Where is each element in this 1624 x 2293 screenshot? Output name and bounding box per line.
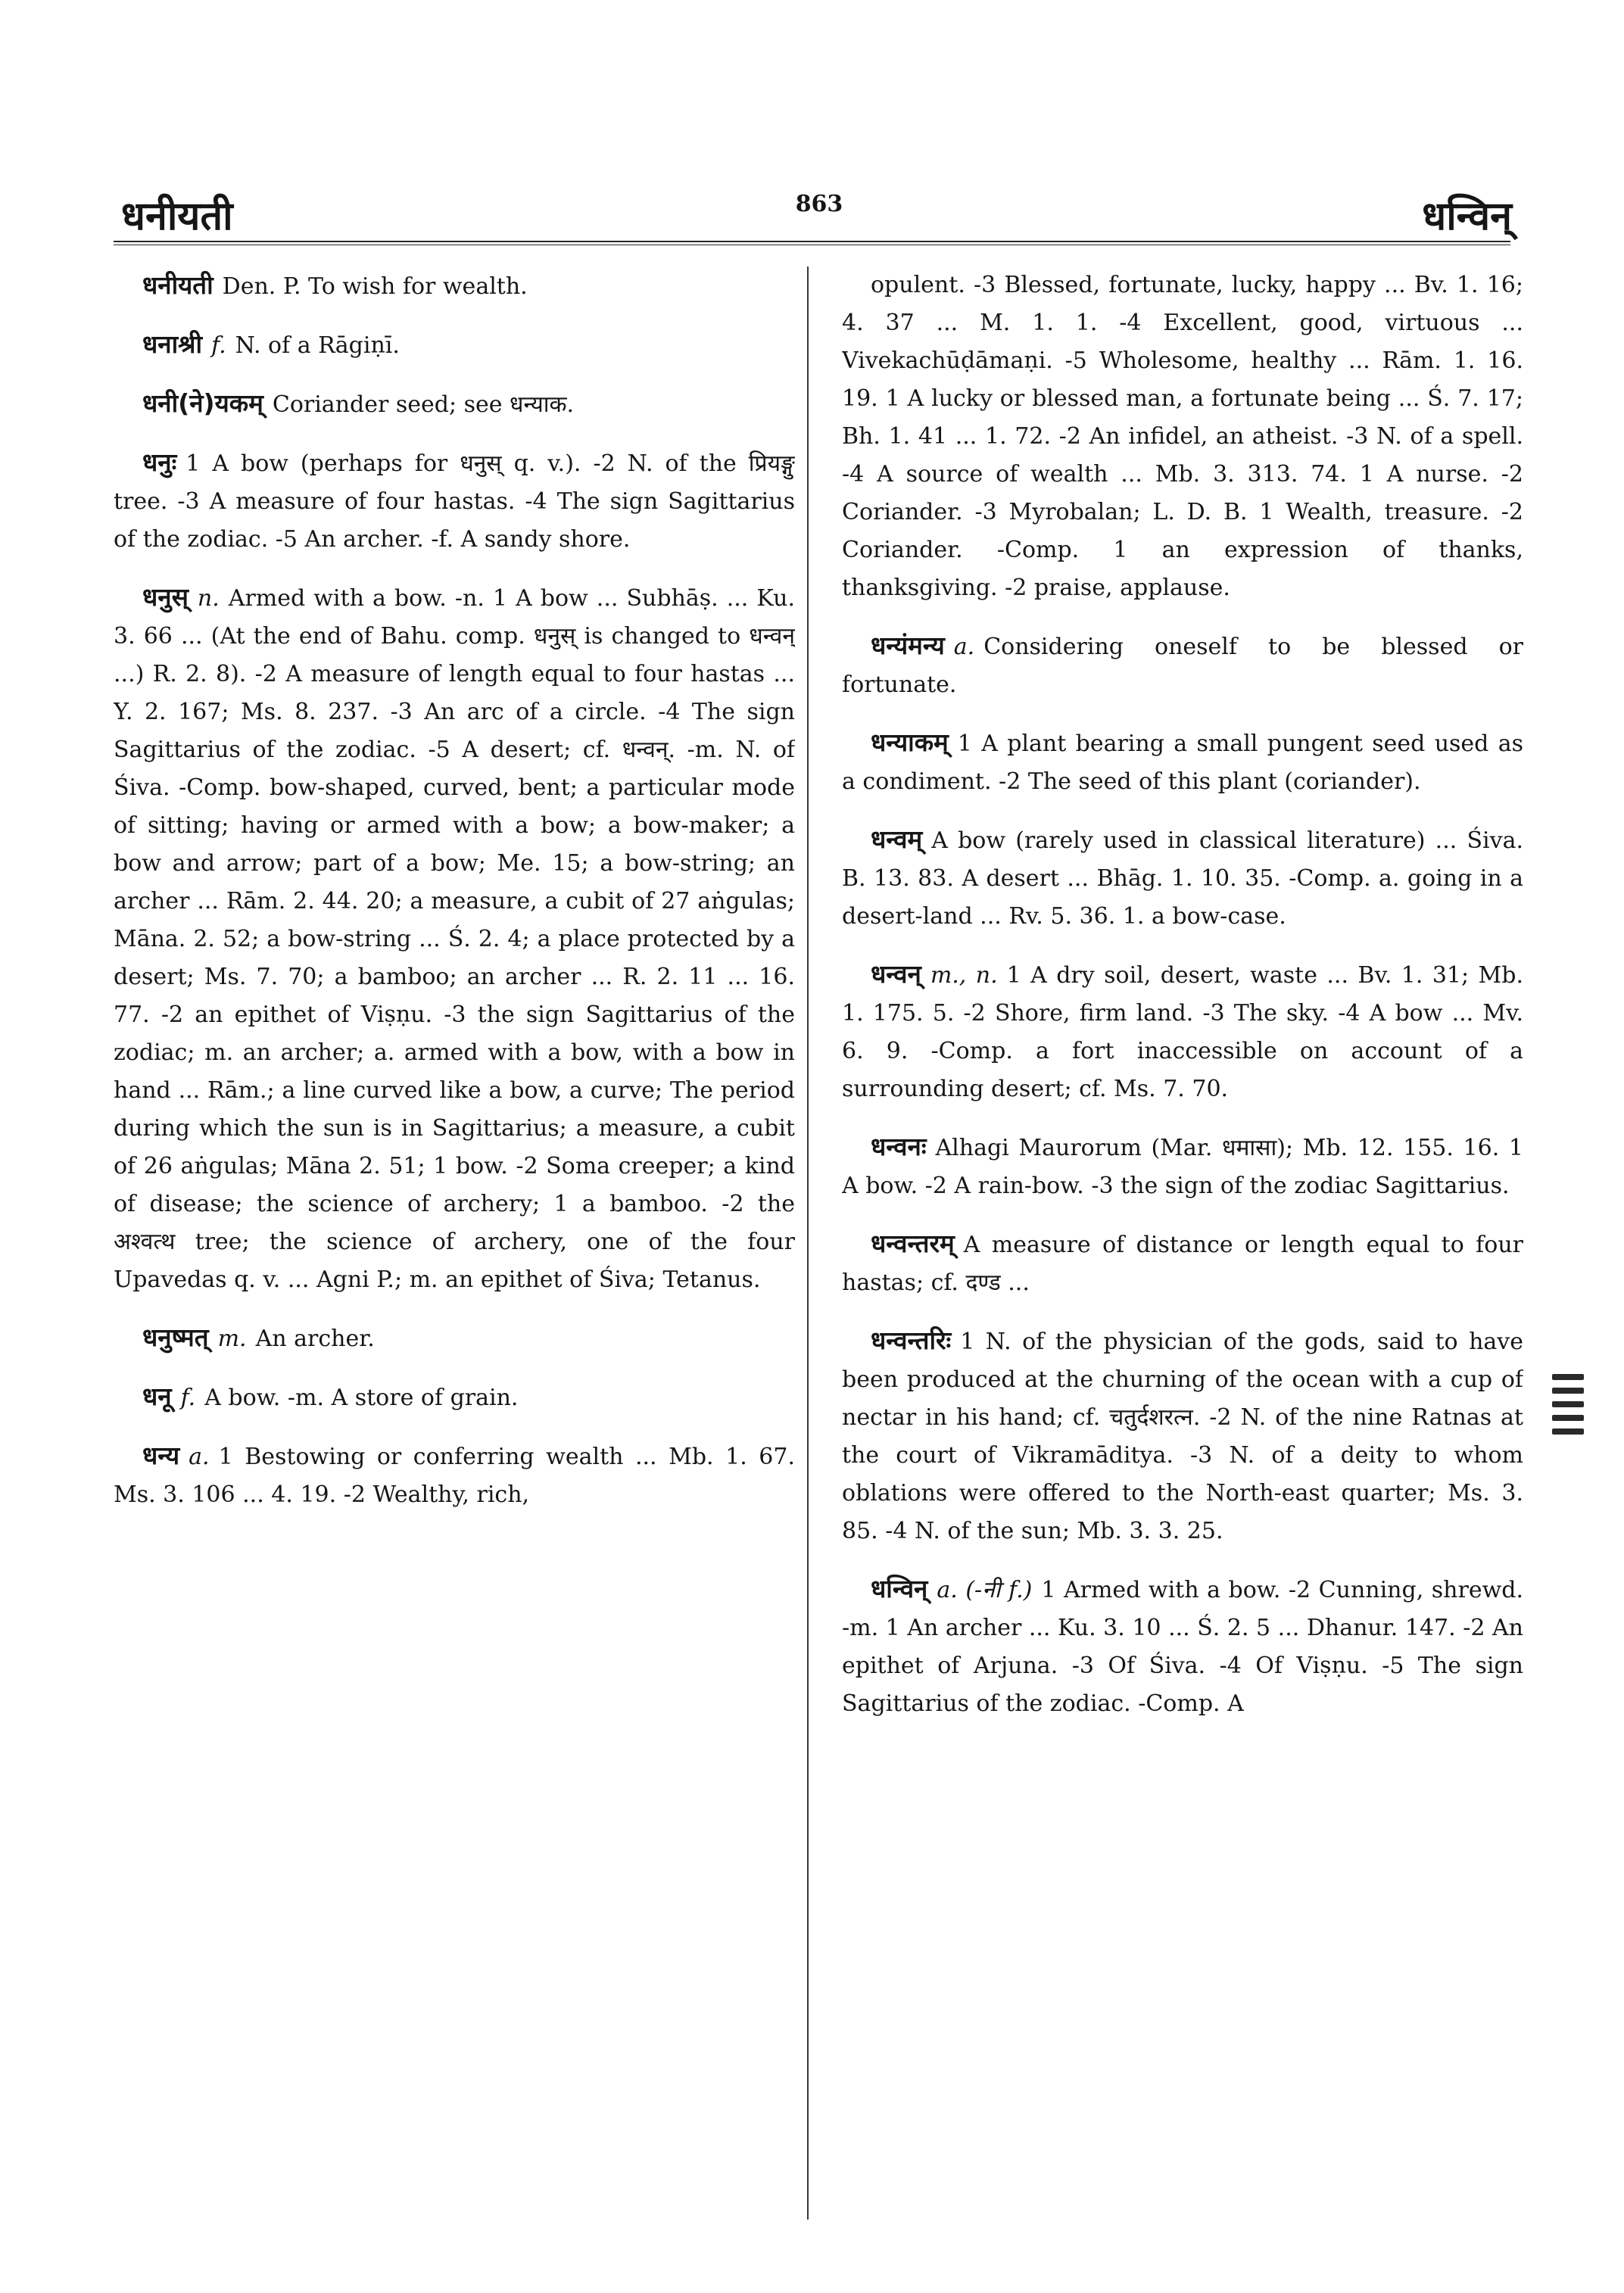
entry-headword: धन्वनः <box>871 1132 927 1161</box>
column-divider <box>807 266 809 2220</box>
entry-gloss: Den. P. To wish for wealth. <box>222 273 528 300</box>
header-rule <box>114 241 1510 245</box>
entry-headword: धन्वम् <box>871 824 923 854</box>
dictionary-entry <box>842 266 1523 607</box>
entry-gloss: A bow (rarely used in classical literature) ... Śiva. B. 13. 83. A desert ... Bhāg. 1. 10. 35. -Comp. a. going in a desert-land ... Rv. 5. 36. 1. a bow-case. <box>842 827 1523 930</box>
dictionary-entry <box>842 955 1523 1108</box>
entry-headword: धनू <box>142 1382 172 1411</box>
entry-gloss: 1 Armed with a bow. -2 Cunning, shrewd. -m. 1 An archer ... Ku. 3. 10 ... Ś. 2. 5 ... Dhanur. 147. -2 An epithet of Arjuna. -3 Of Śiva. -4 Of Viṣṇu. -5 The sign Sagittarius of the zodiac. -Comp. A <box>842 1577 1523 1717</box>
entry-gloss: Coriander seed; see धन्याक. <box>272 391 575 418</box>
dictionary-entry <box>842 1322 1523 1550</box>
dictionary-entry <box>842 724 1523 801</box>
entry-headword: धनुस् <box>142 582 189 612</box>
dictionary-entry <box>114 444 795 559</box>
entry-grammar: m., n. <box>930 962 998 989</box>
dictionary-entry <box>842 1128 1523 1205</box>
dictionary-entry <box>114 1378 795 1417</box>
entry-gloss: 1 A dry soil, desert, waste ... Bv. 1. 31; Mb. 1. 175. 5. -2 Shore, firm land. -3 The sky. -4 A bow ... Mv. 6. 9. -Comp. a fort inaccessible on account of a surrounding desert; cf. Ms. 7. 70. <box>842 962 1523 1102</box>
entry-gloss: Alhagi Maurorum (Mar. धमासा); Mb. 12. 155. 16. 1 A bow. -2 A rain-bow. -3 the sign of the zodiac Sagittarius. <box>842 1135 1523 1199</box>
entry-grammar: a. <box>189 1444 210 1470</box>
entry-grammar: a. (-नी f.) <box>937 1577 1033 1603</box>
entry-gloss: Armed with a bow. -n. 1 A bow ... Subhāṣ. ... Ku. 3. 66 ... (At the end of Bahu. comp. धनुस् is changed to धन्वन् ...) R. 2. 8). -2 A measure of length equal to four hastas ... Y. 2. 167; Ms. 8. 237. -3 An arc of a circle. -4 The sign Sagittarius of the zodiac. -5 A desert; cf. धन्वन्. -m. N. of Śiva. -Comp. bow-shaped, curved, bent; a particular mode of sitting; having or armed with a bow; a bow-maker; a bow and arrow; part of a bow; Me. 15; a bow-string; an archer ... Rām. 2. 44. 20; a measure, a cubit of 27 aṅgulas; Māna. 2. 52; a bow-string ... Ś. 2. 4; a place protected by a desert; Ms. 7. 70; a bamboo; an archer ... R. 2. 11 ... 16. 77. -2 an epithet of Viṣṇu. -3 the sign Sagittarius of the zodiac; m. an archer; a. armed with a bow, with a bow in hand ... Rām.; a line curved like a bow, a curve; The period during which the sun is in Sagittarius; a measure, a cubit of 26 aṅgulas; Māna 2. 51; 1 bow. -2 Soma creeper; a kind of disease; the science of archery; 1 a bamboo. -2 the अश्वत्थ tree; the science of archery, one of the four Upavedas q. v. ... Agni P.; m. an epithet of Śiva; Tetanus. <box>114 585 795 1293</box>
right-column <box>842 266 1523 2220</box>
entry-gloss: opulent. -3 Blessed, fortunate, lucky, happy ... Bv. 1. 16; 4. 37 ... M. 1. 1. -4 Excellent, good, virtuous ... Vivekachūḍāmaṇi. -5 Wholesome, healthy ... Rām. 1. 16. 19. 1 A lucky or blessed man, a fortunate being ... Ś. 7. 17; Bh. 1. 41 ... 1. 72. -2 An infidel, an atheist. -3 N. of a spell. -4 A source of wealth ... Mb. 3. 313. 74. 1 A nurse. -2 Coriander. -3 Myrobalan; L. D. B. 1 Wealth, treasure. -2 Coriander. -Comp. 1 an expression of thanks, thanksgiving. -2 praise, applause. <box>842 272 1523 601</box>
entry-gloss: N. of a Rāgiṇī. <box>235 332 400 359</box>
entry-headword: धन्वन् <box>871 959 921 989</box>
thumb-mark <box>1552 1428 1584 1435</box>
dictionary-entry <box>114 1319 795 1358</box>
dictionary-entry <box>842 821 1523 936</box>
left-column <box>114 266 795 2220</box>
dictionary-entry <box>114 578 795 1299</box>
entry-headword: धनुष्मत् <box>142 1323 209 1352</box>
entry-gloss: 1 A plant bearing a small pungent seed used as a condiment. -2 The seed of this plant (coriander). <box>842 731 1523 795</box>
entry-headword: धन्याकम् <box>871 727 949 757</box>
entry-headword: धनीयती <box>142 270 214 300</box>
thumb-index-marks <box>1552 1374 1584 1435</box>
thumb-mark <box>1552 1388 1584 1394</box>
entry-grammar: m. <box>217 1326 247 1352</box>
thumb-mark <box>1552 1415 1584 1421</box>
thumb-mark <box>1552 1374 1584 1380</box>
dictionary-entry <box>114 385 795 424</box>
entry-headword: धनी(ने)यकम् <box>142 388 263 418</box>
entry-headword: धनुः <box>142 447 177 477</box>
dictionary-entry <box>114 266 795 306</box>
dictionary-entry <box>842 1570 1523 1723</box>
entry-grammar: f. <box>180 1385 196 1411</box>
thumb-mark <box>1552 1401 1584 1407</box>
entry-gloss: A bow. -m. A store of grain. <box>204 1385 519 1411</box>
entry-headword: धन्विन् <box>871 1574 928 1603</box>
entry-headword: धन्वन्तरम् <box>871 1229 955 1258</box>
entry-gloss: 1 A bow (perhaps for धनुस् q. v.). -2 N. of the प्रियङ्गु tree. -3 A measure of four hastas. -4 The sign Sagittarius of the zodiac. -5 An archer. -f. A sandy shore. <box>114 450 795 553</box>
entry-gloss: Considering oneself to be blessed or fortunate. <box>842 634 1523 698</box>
entry-headword: धन्यंमन्य <box>871 631 945 660</box>
entry-gloss: 1 N. of the physician of the gods, said to have been produced at the churning of the ocean with a cup of nectar in his hand; cf. चतुर्दशरत्न. -2 N. of the nine Ratnas at the court of Vikramāditya. -3 N. of a deity to whom oblations were offered to the North-east quarter; Ms. 3. 85. -4 N. of the sun; Mb. 3. 3. 25. <box>842 1329 1523 1544</box>
dictionary-entry <box>842 627 1523 704</box>
entry-grammar: a. <box>953 634 975 660</box>
entry-gloss: 1 Bestowing or conferring wealth ... Mb. 1. 67. Ms. 3. 106 ... 4. 19. -2 Wealthy, rich, <box>114 1444 795 1508</box>
entry-headword: धन्वन्तरिः <box>871 1326 952 1355</box>
entry-gloss: An archer. <box>255 1326 375 1352</box>
entry-headword: धन्य <box>142 1441 180 1470</box>
entry-grammar: n. <box>197 585 220 612</box>
entry-gloss: A measure of distance or length equal to four hastas; cf. दण्ड ... <box>842 1232 1523 1296</box>
dictionary-entry <box>842 1225 1523 1302</box>
dictionary-entry <box>114 1437 795 1514</box>
dictionary-entry <box>114 326 795 365</box>
entry-grammar: f. <box>211 332 226 359</box>
running-head-left: धनीयती <box>121 194 233 239</box>
running-head-right: धन्विन् <box>1422 194 1512 239</box>
page-number: 863 <box>795 191 843 217</box>
entry-headword: धनाश्री <box>142 329 203 359</box>
